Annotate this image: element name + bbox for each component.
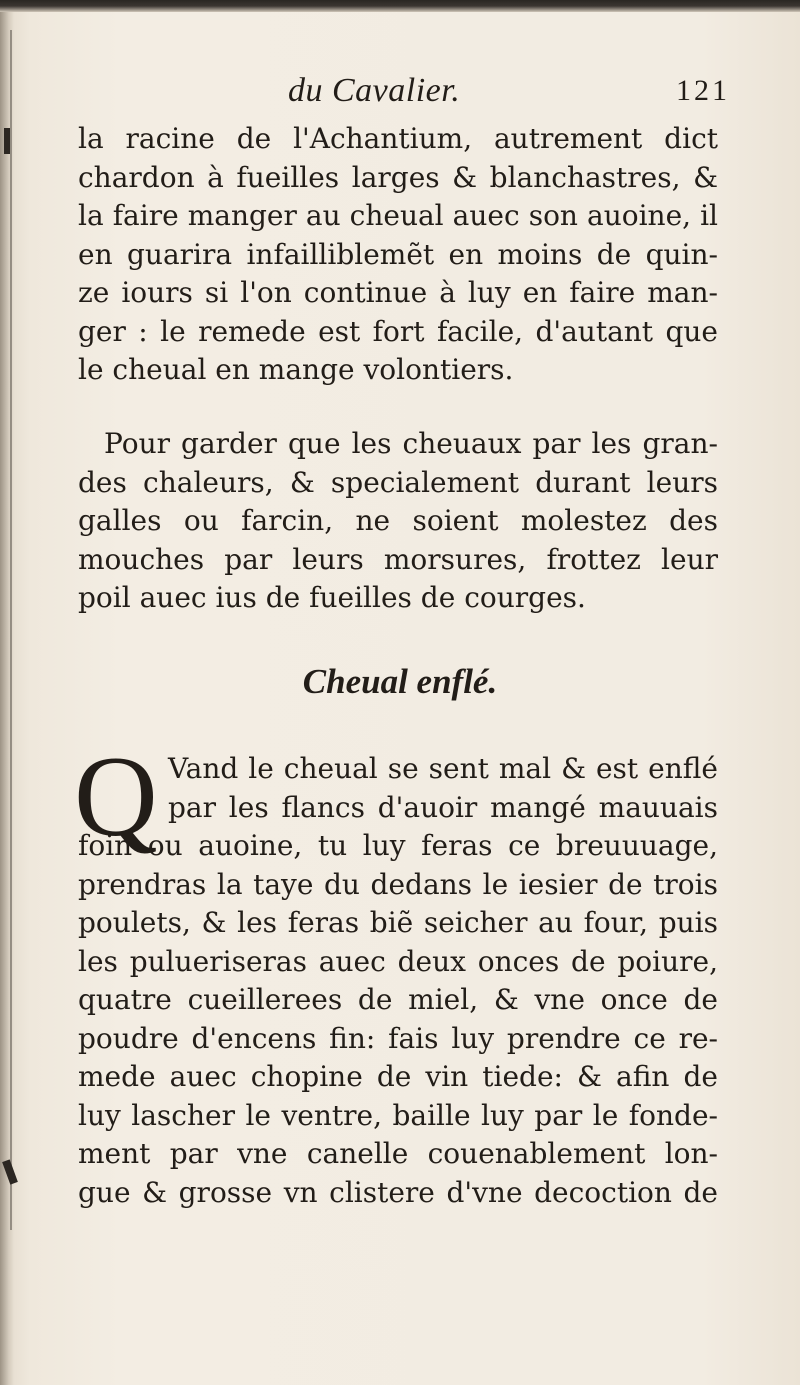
text-line: foin ou auoine, tu luy feras ce breuuuage, xyxy=(78,829,718,862)
text-line: mouches par leurs morsures, frottez leur xyxy=(78,542,718,576)
running-header xyxy=(70,70,730,114)
text-line: prendras la taye du dedans le iesier de trois xyxy=(78,867,718,901)
text-line: quatre cueillerees de miel, & vne once de xyxy=(78,983,718,1016)
text-line: gue & grosse vn clistere d'vne decoction de xyxy=(78,1175,718,1209)
text-line: poulets, & les feras biẽ seicher au four, puis xyxy=(78,906,718,939)
gutter-rule xyxy=(10,30,12,1230)
paragraph-1 xyxy=(78,120,718,390)
text-line: mede auec chopine de vin tiede: & afin de xyxy=(78,1060,718,1093)
text-line: les pulueriseras auec deux onces de poiure, xyxy=(78,944,718,978)
text-line: poudre d'encens fin: fais luy prendre ce re- xyxy=(78,1021,718,1055)
text-line: Vand le cheual se sent mal & est enflé xyxy=(168,752,718,785)
text-line: la racine de l'Achantium, autrement dict xyxy=(78,122,718,155)
drop-capital: Q xyxy=(74,733,158,861)
paragraph-2 xyxy=(78,425,718,618)
text-line: le cheual en mange volontiers. xyxy=(78,353,514,386)
paragraph-3 xyxy=(78,750,718,1212)
text-line: luy lascher le ventre, baille luy par le fonde- xyxy=(78,1098,718,1132)
section-heading: Cheual enflé. xyxy=(302,662,498,701)
text-line: Pour garder que les cheuaux par les gran- xyxy=(104,427,718,460)
text-line: en guarira infailliblemẽt en moins de quin- xyxy=(78,237,718,271)
text-line: ment par vne canelle couenablement lon- xyxy=(78,1137,718,1170)
text-line: chardon à fueilles larges & blanchastres, & xyxy=(78,160,718,194)
text-line: ze iours si l'on continue à luy en faire man- xyxy=(78,276,718,309)
page-top-edge xyxy=(0,0,800,12)
page-number: 121 xyxy=(676,74,730,107)
text-line: par les flancs d'auoir mangé mauuais xyxy=(168,790,718,824)
text-line: poil auec ius de fueilles de courges. xyxy=(78,581,586,614)
running-head: du Cavalier. xyxy=(288,72,461,109)
text-line: des chaleurs, & specialement durant leurs xyxy=(78,465,718,499)
margin-mark xyxy=(4,128,10,154)
text-line: galles ou farcin, ne soient molestez des xyxy=(78,504,718,537)
text-line: ger : le remede est fort facile, d'autant que xyxy=(78,314,718,348)
text-line: la faire manger au cheual auec son auoine, il xyxy=(78,199,718,232)
